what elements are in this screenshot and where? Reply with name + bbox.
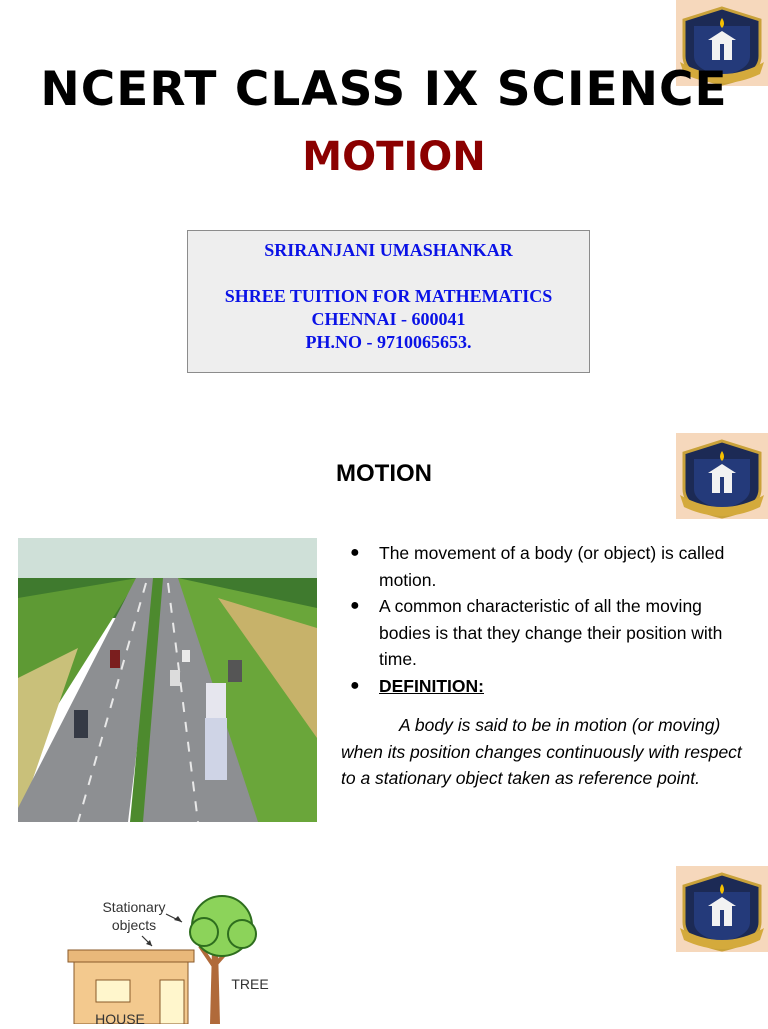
list-item: ● A common characteristic of all the moving bodies is that they change their position with time. [350,593,745,673]
house-label: HOUSE [95,1011,145,1024]
definition-text: A body is said to be in motion (or moving) when its position changes continuously with respect to a stationary object taken as reference point. [341,715,742,788]
stationary-label-2: objects [111,917,157,933]
stationary-objects-diagram [60,888,290,1024]
org-city: CHENNAI - 600041 [311,309,466,329]
org-name: SHREE TUITION FOR MATHEMATICS [224,286,553,306]
bullet-icon: ● [350,597,360,614]
author-name: SRIRANJANI UMASHANKAR [264,240,513,260]
list-item: ● DEFINITION: [350,673,745,700]
bullet-icon: ● [350,544,360,561]
bullet-icon: ● [350,676,360,694]
motion-bullet-list [350,540,745,699]
school-logo [676,866,768,952]
section-heading: MOTION [336,460,432,487]
org-phone: PH.NO - 9710065653. [305,332,472,352]
author-info-box [187,230,590,373]
highway-photo [18,538,317,822]
page-subtitle: MOTION [302,134,486,180]
list-item: ● The movement of a body (or object) is called motion. [350,540,745,593]
stationary-label-1: Stationary [102,899,166,915]
school-emblem-icon [676,866,768,952]
page-title: NCERT CLASS IX SCIENCE [40,62,728,117]
tree-label: TREE [231,976,269,992]
